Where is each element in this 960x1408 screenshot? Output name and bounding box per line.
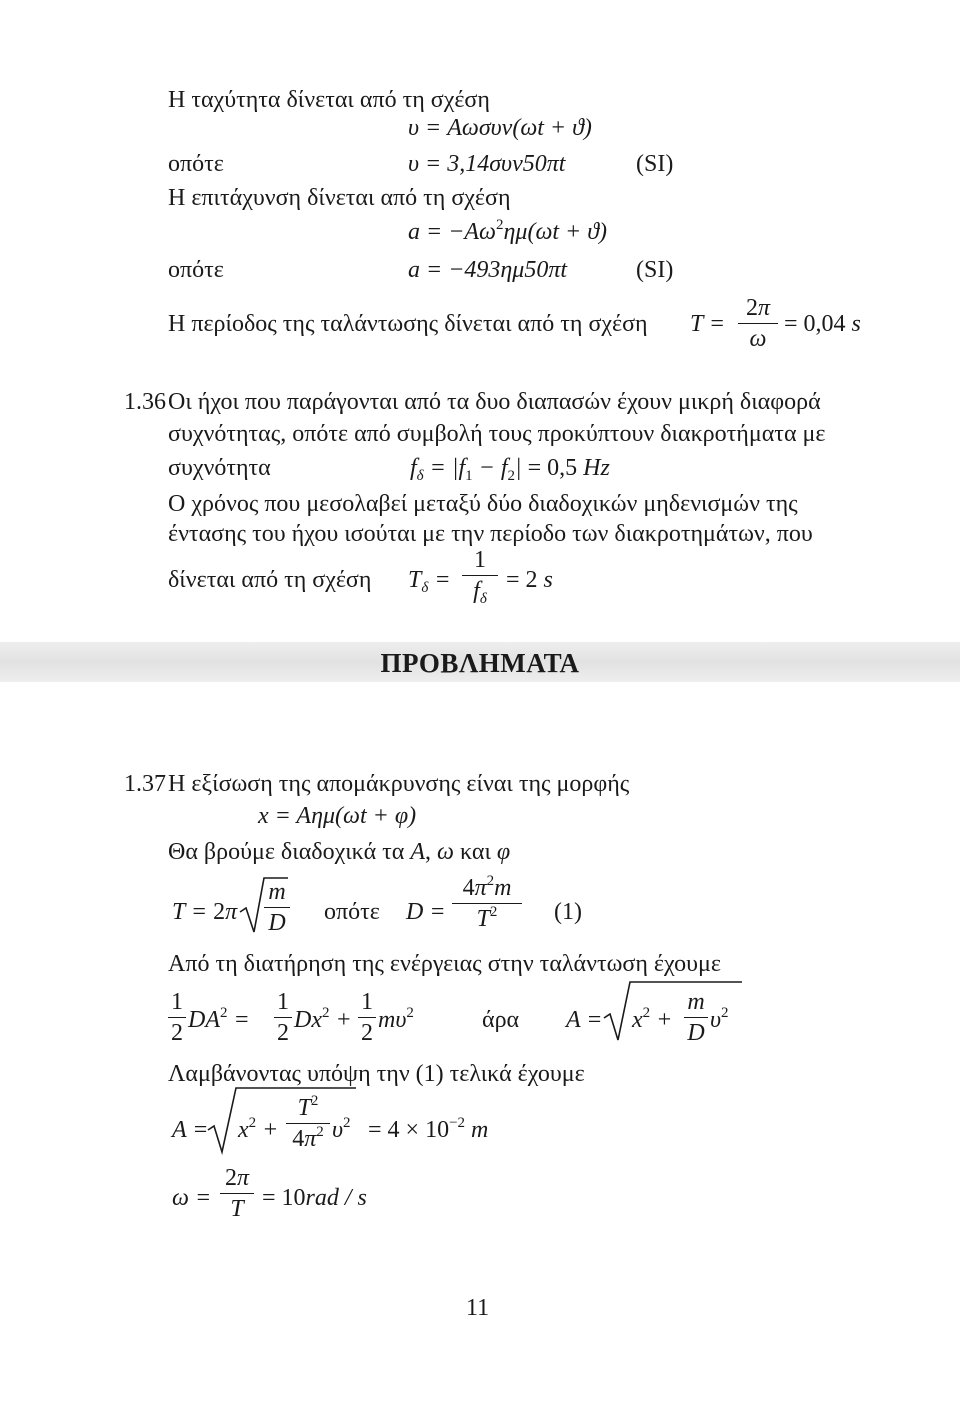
displacement-formula: x = Aημ(ωt + φ) <box>258 803 417 829</box>
label-opote: οπότε <box>168 257 224 283</box>
energy-term: $DA^2$ = <box>188 1005 250 1033</box>
omega-result: = 10rad / s <box>262 1185 367 1211</box>
page-number: 11 <box>466 1295 490 1321</box>
amplitude-term: $\upsilon^2$ <box>710 1005 729 1033</box>
amplitude-final-term: $x^2$ + <box>238 1115 279 1143</box>
amplitude-term: $x^2$ + <box>632 1005 673 1033</box>
label-opote: οπότε <box>324 899 380 925</box>
velocity-numeric-formula: υ = 3,14συν50πt <box>408 151 566 177</box>
label-opote: οπότε <box>168 151 224 177</box>
text-line: Η ταχύτητα δίνεται από τη σχέση <box>168 87 490 113</box>
unit-si: (SI) <box>636 257 674 283</box>
text-line: Η εξίσωση της απομάκρυνσης είναι της μορφής <box>168 771 630 797</box>
beat-period-fraction: 1 $f_\delta$ <box>462 548 498 603</box>
equation-number: (1) <box>554 899 582 925</box>
beat-period-T: $T_\delta$ = <box>408 567 451 596</box>
fraction-denominator: ω <box>749 326 767 352</box>
amplitude-final-result: = $4 \times 10^{-2}$ m <box>368 1115 489 1143</box>
problem-number: 1.36 <box>124 389 166 415</box>
half-fraction: 1 2 <box>358 990 376 1045</box>
spring-constant-D: D = <box>406 899 446 925</box>
T-squared-fraction: $T^2$ $4\pi^2$ <box>286 1096 330 1151</box>
amplitude-A: A = <box>566 1007 603 1033</box>
label-ara: άρα <box>482 1007 520 1033</box>
velocity-formula: υ = Aωσυν(ωt + ϑ) <box>408 115 592 141</box>
text-line: δίνεται από τη σχέση <box>168 567 372 593</box>
text-line: Θα βρούμε διαδοχικά τα A, ω και φ <box>168 839 511 865</box>
spring-constant-fraction: $4\pi^2m$ $T^2$ <box>452 876 522 931</box>
problem-number: 1.37 <box>124 771 166 797</box>
half-fraction: 1 2 <box>168 990 186 1045</box>
text-line: Η επιτάχυνση δίνεται από τη σχέση <box>168 185 511 211</box>
period-fraction <box>738 296 778 351</box>
text-line: Ο χρόνος που μεσολαβεί μεταξύ δύο διαδοχικών μηδενισμών της <box>168 491 798 517</box>
acceleration-formula: $a = -A\omega^2\eta\mu(\omega t + ϑ)$ <box>408 217 608 245</box>
unit-si: (SI) <box>636 151 674 177</box>
m-over-D-fraction: m D <box>684 990 708 1045</box>
text-line: Λαμβάνοντας υπόψη την (1) τελικά έχουμε <box>168 1061 585 1087</box>
omega-label: ω = <box>172 1185 212 1211</box>
sqrt-fraction: m D <box>264 880 290 935</box>
amplitude-final-term: $\upsilon^2$ <box>332 1115 351 1143</box>
text-line: Από τη διατήρηση της ενέργειας στην ταλάντωση έχουμε <box>168 951 721 977</box>
text-line: συχνότητας, οπότε από συμβολή τους προκύπτουν διακροτήματα με <box>168 421 826 447</box>
amplitude-final-A: A = <box>172 1117 209 1143</box>
half-fraction: 1 2 <box>274 990 292 1045</box>
acceleration-numeric-formula: a = −493ημ50πt <box>408 257 568 283</box>
text-line: Η περίοδος της ταλάντωσης δίνεται από τη σχέση <box>168 311 648 337</box>
text-line: Οι ήχοι που παράγονται από τα δυο διαπασών έχουν μικρή διαφορά <box>168 389 821 415</box>
section-title: ΠΡΟΒΛΗΜΑΤΑ <box>380 648 580 678</box>
energy-term: $Dx^2$ + <box>294 1005 352 1033</box>
text-line: συχνότητα <box>168 455 271 481</box>
period-result: = 0,04 s <box>784 311 861 337</box>
beat-period-result: = 2 s <box>506 567 553 593</box>
omega-fraction: 2π T <box>220 1166 254 1221</box>
text-line: έντασης του ήχου ισούται με την περίοδο των διακροτημάτων, που <box>168 521 813 547</box>
beat-frequency-formula: $f_\delta = |f_1 - f_2| = 0,5$ Hz <box>410 455 610 484</box>
period-T: T = <box>690 311 726 337</box>
fraction-numerator: 2π <box>745 295 771 321</box>
period-spring-formula: T = 2π <box>172 899 238 925</box>
energy-term: $m\upsilon^2$ <box>378 1005 414 1033</box>
